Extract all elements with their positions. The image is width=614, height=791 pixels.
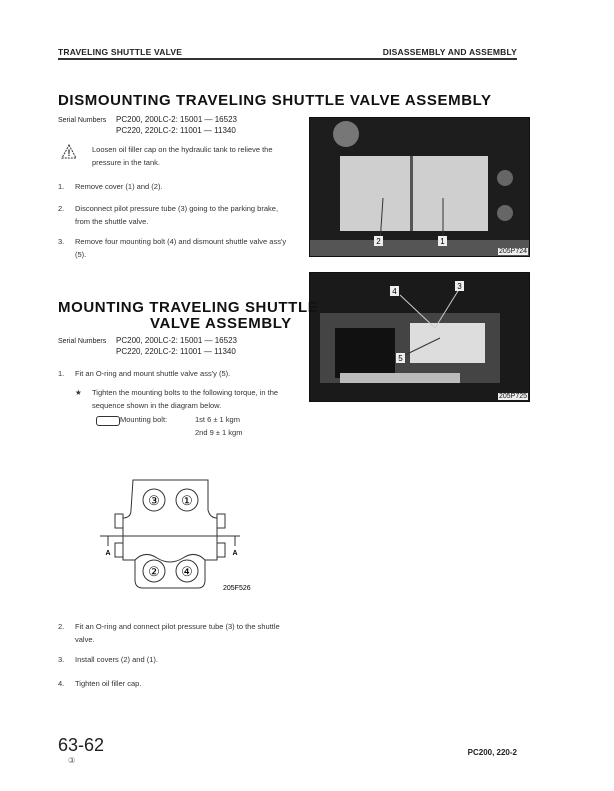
bolt-3: ③ — [148, 493, 160, 508]
mount-step-3: 3. Install covers (2) and (1). — [58, 655, 158, 664]
serial-label: Serial Numbers — [58, 117, 107, 124]
diagram-code: 205F526 — [223, 585, 251, 592]
dismount-title: DISMOUNTING TRAVELING SHUTTLE VALVE ASSEMBLY — [58, 92, 492, 109]
torque-second: 2nd 9 ± 1 kgm — [195, 428, 243, 437]
serial-line: PC220, 220LC-2: 11001 — 11340 — [116, 347, 236, 356]
callout: 2 — [376, 237, 381, 246]
header-chapter: DISASSEMBLY AND ASSEMBLY — [382, 47, 517, 57]
serial-line: PC200, 200LC-2: 15001 — 16523 — [116, 336, 237, 345]
callout: 5 — [398, 354, 403, 363]
dismount-serials — [58, 115, 237, 135]
warning-icon — [60, 144, 78, 160]
svg-text:!: ! — [67, 148, 71, 158]
photo-valve — [309, 272, 530, 402]
star-icon: ★ — [75, 388, 82, 397]
bolt-1: ① — [181, 493, 193, 508]
callout: 3 — [457, 282, 462, 291]
mount-step-4: 4. Tighten oil filler cap. — [58, 679, 142, 688]
callout: 4 — [392, 287, 397, 296]
bolt-sequence-diagram — [95, 470, 265, 595]
page-number: 63-62 — [58, 735, 105, 755]
mount-step-2: 2. Fit an O-ring and connect pilot pressure tube (3) to the shuttle valve. — [58, 622, 280, 644]
torque-first: 1st 6 ± 1 kgm — [195, 415, 240, 424]
revision-mark: ③ — [68, 756, 76, 765]
dismount-step-1: 1. Remove cover (1) and (2). — [58, 182, 163, 191]
dismount-step-2: 2. Disconnect pilot pressure tube (3) going to the parking brake, from the shuttle valve. — [58, 204, 279, 226]
mount-step-1: 1. Fit an O-ring and mount shuttle valve ass'y (5). — [58, 369, 231, 378]
callout: 1 — [440, 237, 445, 246]
mount-note: ★ Tighten the mounting bolts to the following torque, in the sequence shown in the diagram below. — [75, 388, 279, 410]
mount-title-line2: VALVE ASSEMBLY — [150, 315, 292, 332]
mount-title-line1: MOUNTING TRAVELING SHUTTLE — [58, 299, 319, 316]
serial-label: Serial Numbers — [58, 338, 107, 345]
photo-code: 205P725 — [498, 393, 527, 400]
mount-serials — [58, 336, 237, 356]
section-mark-right: A — [232, 550, 238, 557]
photo-code: 205P724 — [498, 248, 527, 255]
warning-text: Loosen oil filler cap on the hydraulic tank to relieve the pressure in the tank. — [92, 145, 273, 167]
bolt-2: ② — [148, 564, 160, 579]
section-mark-left: A — [105, 550, 111, 557]
serial-line: PC200, 200LC-2: 15001 — 16523 — [116, 115, 237, 124]
header-section: TRAVELING SHUTTLE VALVE — [58, 47, 183, 57]
torque-wrench-icon — [96, 416, 120, 426]
model-label: PC200, 220-2 — [467, 748, 517, 757]
serial-line: PC220, 220LC-2: 11001 — 11340 — [116, 126, 236, 135]
header-rule — [58, 58, 517, 60]
dismount-step-3: 3. Remove four mounting bolt (4) and dismount shuttle valve ass'y (5). — [58, 237, 287, 259]
torque-label: Mounting bolt: — [120, 415, 168, 424]
photo-covers — [309, 117, 530, 257]
bolt-4: ④ — [181, 564, 193, 579]
